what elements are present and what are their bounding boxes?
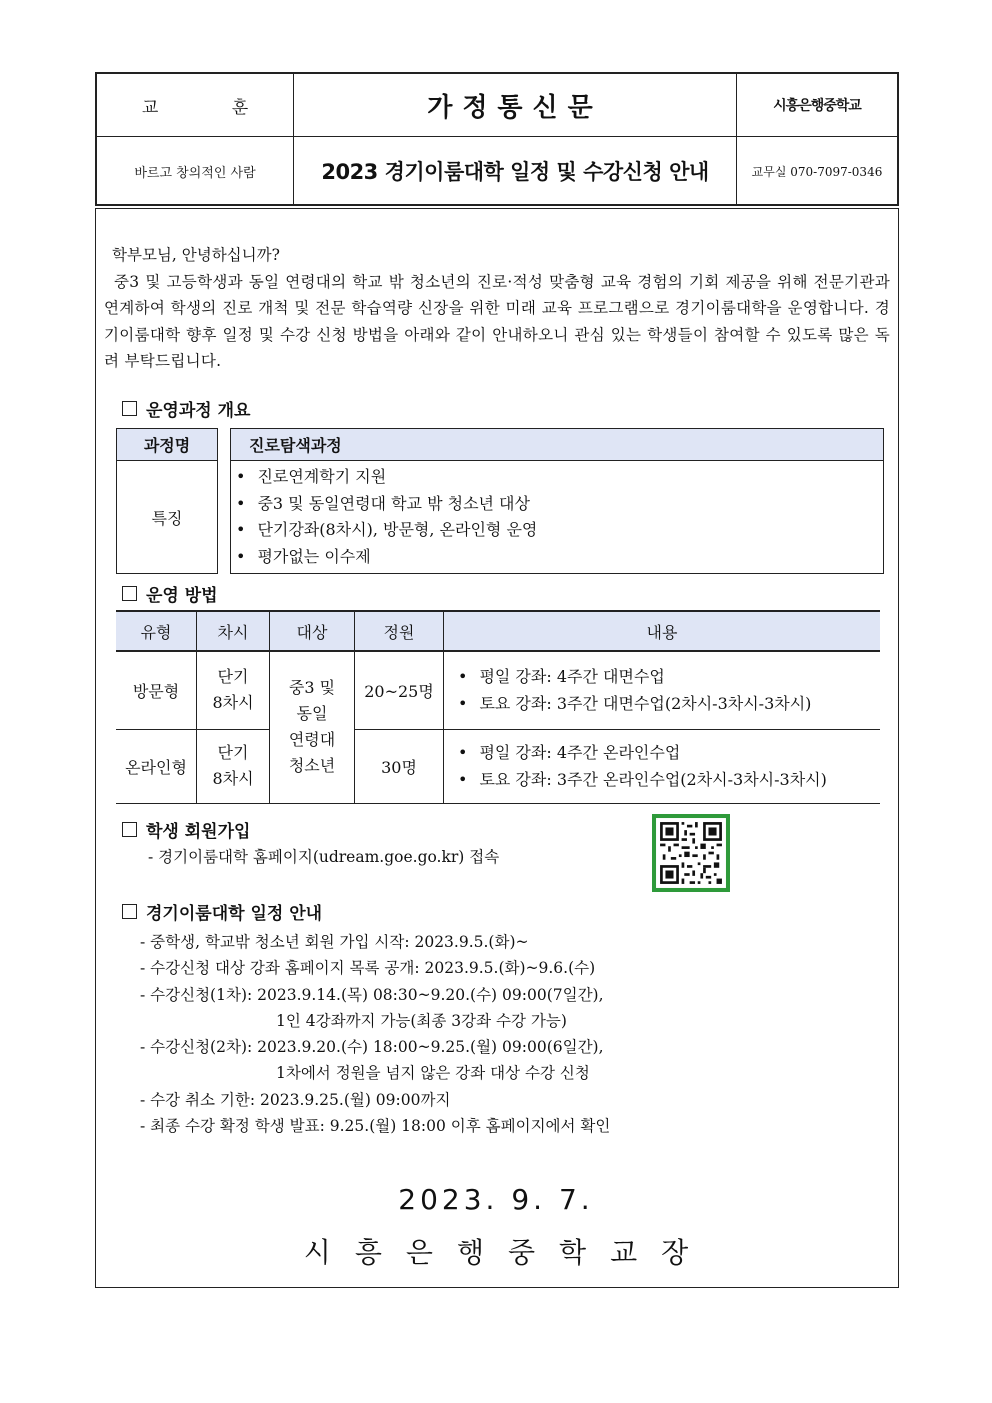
- list-item: - 수강 취소 기한: 2023.9.25.(월) 09:00까지: [140, 1090, 451, 1109]
- list-item: • 중3 및 동일연령대 학교 밖 청소년 대상: [236, 491, 882, 518]
- checkbox-square-icon: [122, 586, 137, 601]
- letterhead: [95, 72, 899, 206]
- school-name: 시흥은행중학교: [773, 98, 861, 114]
- overview-table: [116, 428, 884, 574]
- sessions-line: 단기: [217, 743, 249, 762]
- list-item: • 토요 강좌: 3주간 온라인수업(2차시-3차시-3차시): [458, 766, 879, 793]
- course-name-label: 과정명: [117, 429, 218, 461]
- overview-header-row: [117, 429, 884, 461]
- qr-code-icon[interactable]: [652, 814, 730, 892]
- signup-heading: [122, 817, 250, 842]
- method-table: [116, 610, 880, 804]
- target-line: 청소년: [288, 756, 336, 776]
- notice-subtitle: 2023 경기이룸대학 일정 및 수강신청 안내: [321, 160, 709, 184]
- principal-signature: 시흥은행중학교장: [303, 1236, 713, 1269]
- feature-list: [232, 464, 882, 570]
- list-item: • 토요 강좌: 3주간 대면수업(2차시-3차시-3차시): [458, 690, 879, 717]
- signup-heading-text: 학생 회원가입: [146, 822, 251, 842]
- col-type: 유형: [116, 611, 197, 651]
- method-heading: [122, 581, 218, 606]
- target-line: 동일: [296, 704, 328, 724]
- checkbox-square-icon: [122, 401, 137, 416]
- table-row: [116, 651, 880, 729]
- overview-heading: [122, 396, 250, 421]
- greeting: 학부모님, 안녕하십니까?: [112, 246, 280, 264]
- col-sessions: 차시: [197, 611, 270, 651]
- list-item: 1인 4강좌까지 가능(최종 3강좌 수강 가능): [276, 1011, 567, 1030]
- list-item: - 최종 수강 확정 학생 발표: 9.25.(월) 18:00 이후 홈페이지에서 확인: [140, 1117, 611, 1136]
- schedule-heading-text: 경기이룸대학 일정 안내: [146, 904, 323, 924]
- page-title: 가정통신문: [427, 92, 603, 123]
- sessions-line: 8차시: [212, 769, 254, 788]
- row-target: [270, 651, 355, 803]
- row-capacity: 30명: [355, 729, 444, 803]
- office-phone: 교무실 070-7097-0346: [751, 164, 883, 179]
- checkbox-square-icon: [122, 822, 137, 837]
- school-motto: 바르고 창의적인 사람: [134, 165, 256, 181]
- list-item: • 평일 강좌: 4주간 대면수업: [458, 663, 879, 690]
- issue-date: 2023. 9. 7.: [398, 1183, 594, 1216]
- list-item: - 수강신청 대상 강좌 홈페이지 목록 공개: 2023.9.5.(화)~9.6.(수): [140, 959, 596, 978]
- row-type: 방문형: [116, 651, 197, 729]
- method-heading-text: 운영 방법: [146, 586, 218, 606]
- row-content: [444, 729, 881, 803]
- schedule-heading: [122, 899, 322, 924]
- target-line: 중3 및: [288, 678, 336, 698]
- list-item: - 중학생, 학교밖 청소년 회원 가입 시작: 2023.9.5.(화)~: [140, 933, 529, 951]
- checkbox-square-icon: [122, 904, 137, 919]
- list-item: • 평가없는 이수제: [236, 544, 882, 571]
- office-cell: [737, 136, 897, 206]
- intro-paragraph: 중3 및 고등학생과 동일 연령대의 학교 밖 청소년의 진로·적성 맞춤형 교육 경험의 기회 제공을 위해 전문기관과 연계하여 학생의 진로 개척 및 전문 학습역량 신장을 위한 미래 교육 프로그램으로 경기이룸대학을 운영합니다. 경기이룸대학 향후 일정 및 수강 신청 방법을 아래와 같이 안내하오니 관심 있는 학생들이 참여할 수 있도록 많은 독려 부탁드립니다.: [104, 272, 890, 370]
- motto-label-cell: [97, 74, 294, 136]
- feature-cell: [231, 461, 884, 574]
- row-content: [444, 651, 881, 729]
- method-header-row: [116, 611, 880, 651]
- table-gap: [218, 429, 231, 461]
- list-item: 1차에서 정원을 넘지 않은 강좌 대상 수강 신청: [276, 1064, 590, 1083]
- overview-feature-row: [117, 461, 884, 574]
- schedule-list: [140, 929, 610, 1139]
- row-sessions: [197, 729, 270, 803]
- letterhead-row-1: [97, 74, 897, 137]
- row-sessions: [197, 651, 270, 729]
- feature-label: 특징: [117, 461, 218, 574]
- list-item: - 수강신청(1차): 2023.9.14.(목) 08:30~9.20.(수) 09:00(7일간),: [140, 985, 604, 1004]
- table-row: [116, 729, 880, 803]
- col-target: 대상: [270, 611, 355, 651]
- row-capacity: 20~25명: [355, 651, 444, 729]
- sessions-line: 8차시: [212, 693, 254, 713]
- list-item: • 단기강좌(8차시), 방문형, 온라인형 운영: [236, 517, 882, 544]
- table-gap: [218, 461, 231, 574]
- signup-text: - 경기이룸대학 홈페이지(udream.goe.go.kr) 접속: [148, 848, 500, 866]
- row-type: 온라인형: [116, 729, 197, 803]
- col-content: 내용: [444, 611, 881, 651]
- letterhead-row-2: [97, 136, 897, 206]
- course-name: 진로탐색과정: [231, 429, 884, 461]
- intro: [104, 242, 890, 375]
- subtitle-cell: [294, 136, 737, 206]
- title-cell: [294, 74, 737, 136]
- overview-heading-text: 운영과정 개요: [146, 401, 251, 421]
- list-item: • 평일 강좌: 4주간 온라인수업: [458, 739, 879, 766]
- content-list: [458, 739, 879, 793]
- content-list: [458, 663, 879, 717]
- list-item: - 수강신청(2차): 2023.9.20.(수) 18:00~9.25.(월) 09:00(6일간),: [140, 1038, 604, 1057]
- sessions-line: 단기: [217, 667, 249, 687]
- school-cell: [737, 74, 897, 136]
- motto-cell: [97, 136, 294, 206]
- motto-label: 교 훈: [141, 97, 283, 118]
- list-item: • 진로연계학기 지원: [236, 464, 882, 491]
- col-capacity: 정원: [355, 611, 444, 651]
- target-line: 연령대: [288, 730, 336, 750]
